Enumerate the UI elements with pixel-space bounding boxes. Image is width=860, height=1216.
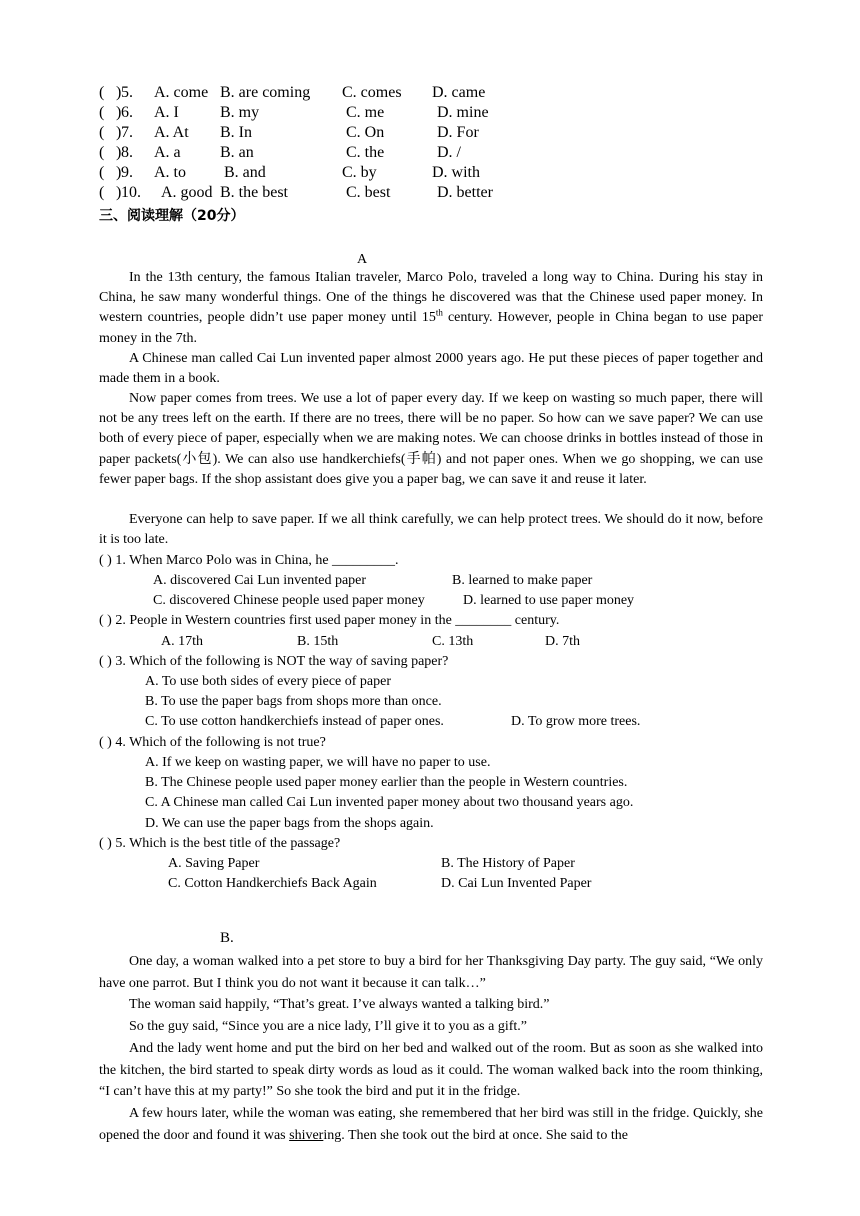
option: C. 13th	[432, 634, 474, 649]
option: B. learned to make paper	[452, 573, 593, 588]
option: C. Cotton Handkerchiefs Back Again	[168, 876, 377, 891]
passage-b-heading: B.	[220, 930, 234, 946]
option: B. The Chinese people used paper money earlier than the people in Western countries.	[145, 775, 628, 790]
document-page: ( ) 5. A. come B. are coming C. comes D. came ( ) 6. A. I B. my C. me D. mine ( ) 7. A. At B. In C. On D. For ( ) 8. A. a B. an C. the D. / ( ) 9. A. to B. and C. by D. with ( ) 10. A. good B. the best C. best D. better 三、阅读理解（20分） A In the 13th century, the famous Italian traveler, Marco Polo, traveled a long way to China. During his stay in China, he saw many wonderful things. One of the things he discovered was that the Chinese used paper money. In western countries, people didn’t use paper money until 15th century. However, people in China began to use paper money in the 7th. A Chinese man called Cai Lun invented paper almost 2000 years ago. He put these pieces of paper together and made them in a book. Now paper comes from trees. We use a lot of paper every day. If we keep on wasting so much paper, there will not be any trees left on the earth. If there are no trees, there will be no paper. So how can we save paper? We can use both of every piece of paper, especially when we are making notes. We can choose drinks in bottles instead of those in paper packets(小包). We can also use handkerchiefs(手帕) and not paper ones. When we go shopping, we can use fewer paper bags. If the shop assistant does give you a paper bag, we can save it and reuse it later. Everyone can help to save paper. If we all think carefully, we can help protect trees. We should do it now, before it is too late. ( ) 1. When Marco Polo was in China, he _________. A. discovered Cai Lun invented paper B. learned to make paper C. discovered Chinese people used paper money D. learned to use paper money ( ) 2. People in Western countries first used paper money in the ________ century. A. 17th B. 15th C. 13th D. 7th ( ) 3. Which of the following is NOT the way of saving paper? A. To use both sides of every piece of paper B. To use the paper bags from shops more than once. C. To use cotton handkerchiefs instead of paper ones. D. To grow more trees. ( ) 4. Which of the following is not true? A. If we keep on wasting paper, we will have no paper to use. B. The Chinese people used paper money earlier than the people in Western countries. C. A Chinese man called Cai Lun invented paper money about two thousand years ago. D. We can use the paper bags from the shops again. ( ) 5. Which is the best title of the passage? A. Saving Paper B. The History of Paper C. Cotton Handkerchiefs Back Again D. Cai Lun Invented Paper B. One day, a woman walked into a pet store to buy a bird for her Thanksgiving Day party. The guy said, “We only have one parrot. But I think you do not want it because it can talk…” The woman said happily, “That’s great. I’ve always wanted a talking bird.” So the guy said, “Since you are a nice lady, I’ll give it to you as a gift.” And the lady went home and put the bird on her bed and walked out of the room. But as soon as she walked into the kitchen, the bird started to speak dirty words as loud as it could. The woman walked back into the room thinking, “I can’t have this at my party!” So she took the bird and put it in the fridge. A few hours later, while the woman was eating, she remembered that her bird was still in the fridge. Quickly, she opened the door and found it was shivering. Then she took out the bird at once. She said to the	[0, 0, 860, 1216]
option-a: A. good	[161, 184, 213, 201]
question-1: ( ) 1. When Marco Polo was in China, he _________.	[99, 553, 399, 568]
passage-a-paragraph-3: Now paper comes from trees. We use a lot of paper every day. If we keep on wasting so much paper, there will not be any trees left on the earth. If there are no trees, there will be no paper. So how can we save paper? We can use both of every piece of paper, especially when we are making notes. We can choose drinks in bottles instead of those in paper packets(小包). We can also use handkerchiefs(手帕) and not paper ones. When we go shopping, we can use fewer paper bags. If the shop assistant does give you a paper bag, we can save it and reuse it later.	[99, 391, 763, 487]
question-3: ( ) 3. Which of the following is NOT the way of saving paper?	[99, 654, 449, 669]
option-d: D. better	[437, 184, 493, 201]
option-d: D. mine	[437, 104, 489, 121]
passage-a-paragraph-1: In the 13th century, the famous Italian traveler, Marco Polo, traveled a long way to China. During his stay in China, he saw many wonderful things. One of the things he discovered was that the Chinese used paper money. In western countries, people didn’t use paper money until 15th century. However, people in China began to use paper money in the 7th.	[99, 270, 763, 346]
option-d: D. /	[437, 144, 461, 161]
section-heading: 三、阅读理解（20分）	[99, 208, 245, 224]
option-a: A. come	[154, 84, 209, 101]
question-2: ( ) 2. People in Western countries first used paper money in the ________ century.	[99, 613, 560, 628]
option-c: C. me	[346, 104, 385, 121]
option-b: B. and	[224, 164, 266, 181]
passage-b-paragraph-3: So the guy said, “Since you are a nice lady, I’ll give it to you as a gift.”	[129, 1019, 527, 1034]
passage-b-paragraph-2: The woman said happily, “That’s great. I’ve always wanted a talking bird.”	[129, 997, 550, 1012]
option: B. 15th	[297, 634, 339, 649]
option: C. To use cotton handkerchiefs instead of paper ones.	[145, 714, 444, 729]
option-b: B. the best	[220, 184, 288, 201]
option: D. We can use the paper bags from the shops again.	[145, 816, 434, 831]
option: D. 7th	[545, 634, 580, 649]
option: B. To use the paper bags from shops more than once.	[145, 694, 442, 709]
option-b: B. an	[220, 144, 254, 161]
passage-b-paragraph-4: And the lady went home and put the bird on her bed and walked out of the room. But as soon as she walked into the kitchen, the bird started to speak dirty words as loud as it could. The woman walked back into the room thinking, “I can’t have this at my party!” So she took the bird and put it in the fridge.	[99, 1041, 763, 1099]
passage-a-paragraph-4: Everyone can help to save paper. If we all think carefully, we can help protect trees. We should do it now, before it is too late.	[99, 512, 763, 548]
option-d: D. For	[437, 124, 479, 141]
option: B. The History of Paper	[441, 856, 575, 871]
option-b: B. are coming	[220, 84, 311, 101]
option: A. discovered Cai Lun invented paper	[153, 573, 367, 588]
option-a: A. At	[154, 124, 189, 141]
option-c: C. On	[346, 124, 385, 141]
option-c: C. by	[342, 164, 377, 181]
option: C. discovered Chinese people used paper money	[153, 593, 425, 608]
passage-a-paragraph-2: A Chinese man called Cai Lun invented paper almost 2000 years ago. He put these pieces of paper together and made them in a book.	[99, 351, 763, 387]
option: A. If we keep on wasting paper, we will have no paper to use.	[145, 755, 491, 770]
option-c: C. the	[346, 144, 385, 161]
question-5: ( ) 5. Which is the best title of the passage?	[99, 836, 341, 851]
underlined-word: shiver	[289, 1127, 324, 1143]
option-d: D. came	[432, 84, 486, 101]
option: A. Saving Paper	[168, 856, 260, 871]
option: D. To grow more trees.	[511, 714, 641, 729]
option-d: D. with	[432, 164, 480, 181]
option: A. To use both sides of every piece of paper	[145, 674, 392, 689]
passage-a-heading: A	[357, 252, 368, 267]
option: C. A Chinese man called Cai Lun invented paper money about two thousand years ago.	[145, 795, 634, 810]
option: D. Cai Lun Invented Paper	[441, 876, 592, 891]
option: A. 17th	[161, 634, 203, 649]
passage-b-paragraph-1: One day, a woman walked into a pet store to buy a bird for her Thanksgiving Day party. The guy said, “We only have one parrot. But I think you do not want it because it can talk…”	[99, 954, 763, 991]
option-b: B. In	[220, 124, 252, 141]
passage-b-paragraph-5: A few hours later, while the woman was eating, she remembered that her bird was still in the fridge. Quickly, she opened the door and found it was shivering. Then she took out the bird at once. She said to the	[99, 1106, 763, 1143]
option-c: C. best	[346, 184, 391, 201]
option: D. learned to use paper money	[463, 593, 635, 608]
option-a: A. a	[154, 144, 181, 161]
option-b: B. my	[220, 104, 260, 121]
option-c: C. comes	[342, 84, 402, 101]
question-4: ( ) 4. Which of the following is not true?	[99, 735, 326, 750]
option-a: A. to	[154, 164, 186, 181]
option-a: A. I	[154, 104, 179, 121]
